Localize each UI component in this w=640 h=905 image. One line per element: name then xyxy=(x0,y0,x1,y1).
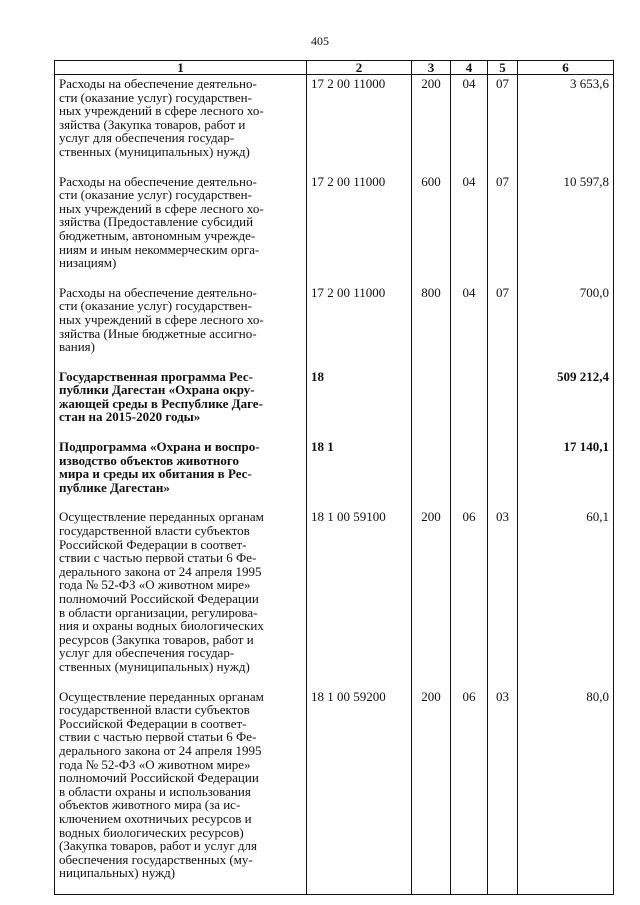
budget-table xyxy=(54,60,614,895)
table-row xyxy=(55,173,614,284)
cell-expense-type xyxy=(412,438,451,508)
cell-name: Расходы на обеспечение деятельно- сти (оказание услуг) государствен- ных учреждений в сфере лесного хо- зяйства (Предоставление субсидий бюджетным, автономным учрежде- ниям и иным некоммерческим орга- низациям) xyxy=(55,173,307,284)
cell-amount: 509 212,4 xyxy=(518,368,614,438)
cell-section: 04 xyxy=(451,284,488,368)
cell-amount: 80,0 xyxy=(518,688,614,895)
cell-amount: 10 597,8 xyxy=(518,173,614,284)
cell-name: Государственная программа Рес- публики Дагестан «Охрана окру- жающей среды в Республике Даге- стан на 2015-2020 годы» xyxy=(55,368,307,438)
col-header-2: 2 xyxy=(307,61,412,75)
cell-code: 18 1 00 59200 xyxy=(307,688,412,895)
cell-name: Подпрограмма «Охрана и воспро- изводство объектов животного мира и среды их обитания в Рес- публике Дагестан» xyxy=(55,438,307,508)
cell-code: 17 2 00 11000 xyxy=(307,75,412,173)
cell-amount: 60,1 xyxy=(518,508,614,687)
cell-section xyxy=(451,438,488,508)
page-number: 405 xyxy=(311,34,329,48)
cell-amount: 17 140,1 xyxy=(518,438,614,508)
cell-subsection: 07 xyxy=(488,173,518,284)
col-header-1: 1 xyxy=(55,61,307,75)
col-header-6: 6 xyxy=(518,61,614,75)
cell-name: Расходы на обеспечение деятельно- сти (оказание услуг) государствен- ных учреждений в сфере лесного хо- зяйства (Закупка товаров, работ и услуг для обеспечения государ- ственных (муниципальных) нужд) xyxy=(55,75,307,173)
cell-subsection: 03 xyxy=(488,508,518,687)
table-row xyxy=(55,75,614,173)
cell-expense-type: 800 xyxy=(412,284,451,368)
cell-expense-type: 200 xyxy=(412,508,451,687)
cell-amount: 3 653,6 xyxy=(518,75,614,173)
cell-name: Осуществление переданных органам государственной власти субъектов Российской Федерации в соответ- ствии с частью первой статьи 6 Фе- дерального закона от 24 апреля 1995 года № 52-ФЗ «О животном мире» полномочий Российской Федерации в области охраны и использования объектов животного мира (за ис- ключением охотничьих ресурсов и водных биологических ресурсов) (Закупка товаров, работ и услуг для обеспечения государственных (му- ниципальных) нужд) xyxy=(55,688,307,895)
cell-section xyxy=(451,368,488,438)
cell-expense-type: 200 xyxy=(412,75,451,173)
cell-subsection xyxy=(488,368,518,438)
col-header-4: 4 xyxy=(451,61,488,75)
cell-code: 17 2 00 11000 xyxy=(307,173,412,284)
cell-section: 06 xyxy=(451,688,488,895)
cell-subsection xyxy=(488,438,518,508)
cell-amount: 700,0 xyxy=(518,284,614,368)
table-row xyxy=(55,688,614,895)
cell-name: Расходы на обеспечение деятельно- сти (оказание услуг) государствен- ных учреждений в сфере лесного хо- зяйства (Иные бюджетные ассигно- вания) xyxy=(55,284,307,368)
cell-subsection: 07 xyxy=(488,284,518,368)
col-header-5: 5 xyxy=(488,61,518,75)
cell-code: 18 1 xyxy=(307,438,412,508)
cell-subsection: 03 xyxy=(488,688,518,895)
cell-code: 18 xyxy=(307,368,412,438)
table-row xyxy=(55,508,614,687)
cell-section: 04 xyxy=(451,75,488,173)
cell-section: 04 xyxy=(451,173,488,284)
header-row xyxy=(55,61,614,75)
cell-name: Осуществление переданных органам государственной власти субъектов Российской Федерации в соответ- ствии с частью первой статьи 6 Фе- дерального закона от 24 апреля 1995 года № 52-ФЗ «О животном мире» полномочий Российской Федерации в области организации, регулирова- ния и охраны водных биологических ресурсов (Закупка товаров, работ и услуг для обеспечения государ- ственных (муниципальных) нужд) xyxy=(55,508,307,687)
cell-code: 17 2 00 11000 xyxy=(307,284,412,368)
cell-code: 18 1 00 59100 xyxy=(307,508,412,687)
cell-section: 06 xyxy=(451,508,488,687)
table-row xyxy=(55,438,614,508)
cell-subsection: 07 xyxy=(488,75,518,173)
table-row xyxy=(55,284,614,368)
cell-expense-type xyxy=(412,368,451,438)
cell-expense-type: 200 xyxy=(412,688,451,895)
table-row xyxy=(55,368,614,438)
col-header-3: 3 xyxy=(412,61,451,75)
table-body xyxy=(55,75,614,895)
cell-expense-type: 600 xyxy=(412,173,451,284)
